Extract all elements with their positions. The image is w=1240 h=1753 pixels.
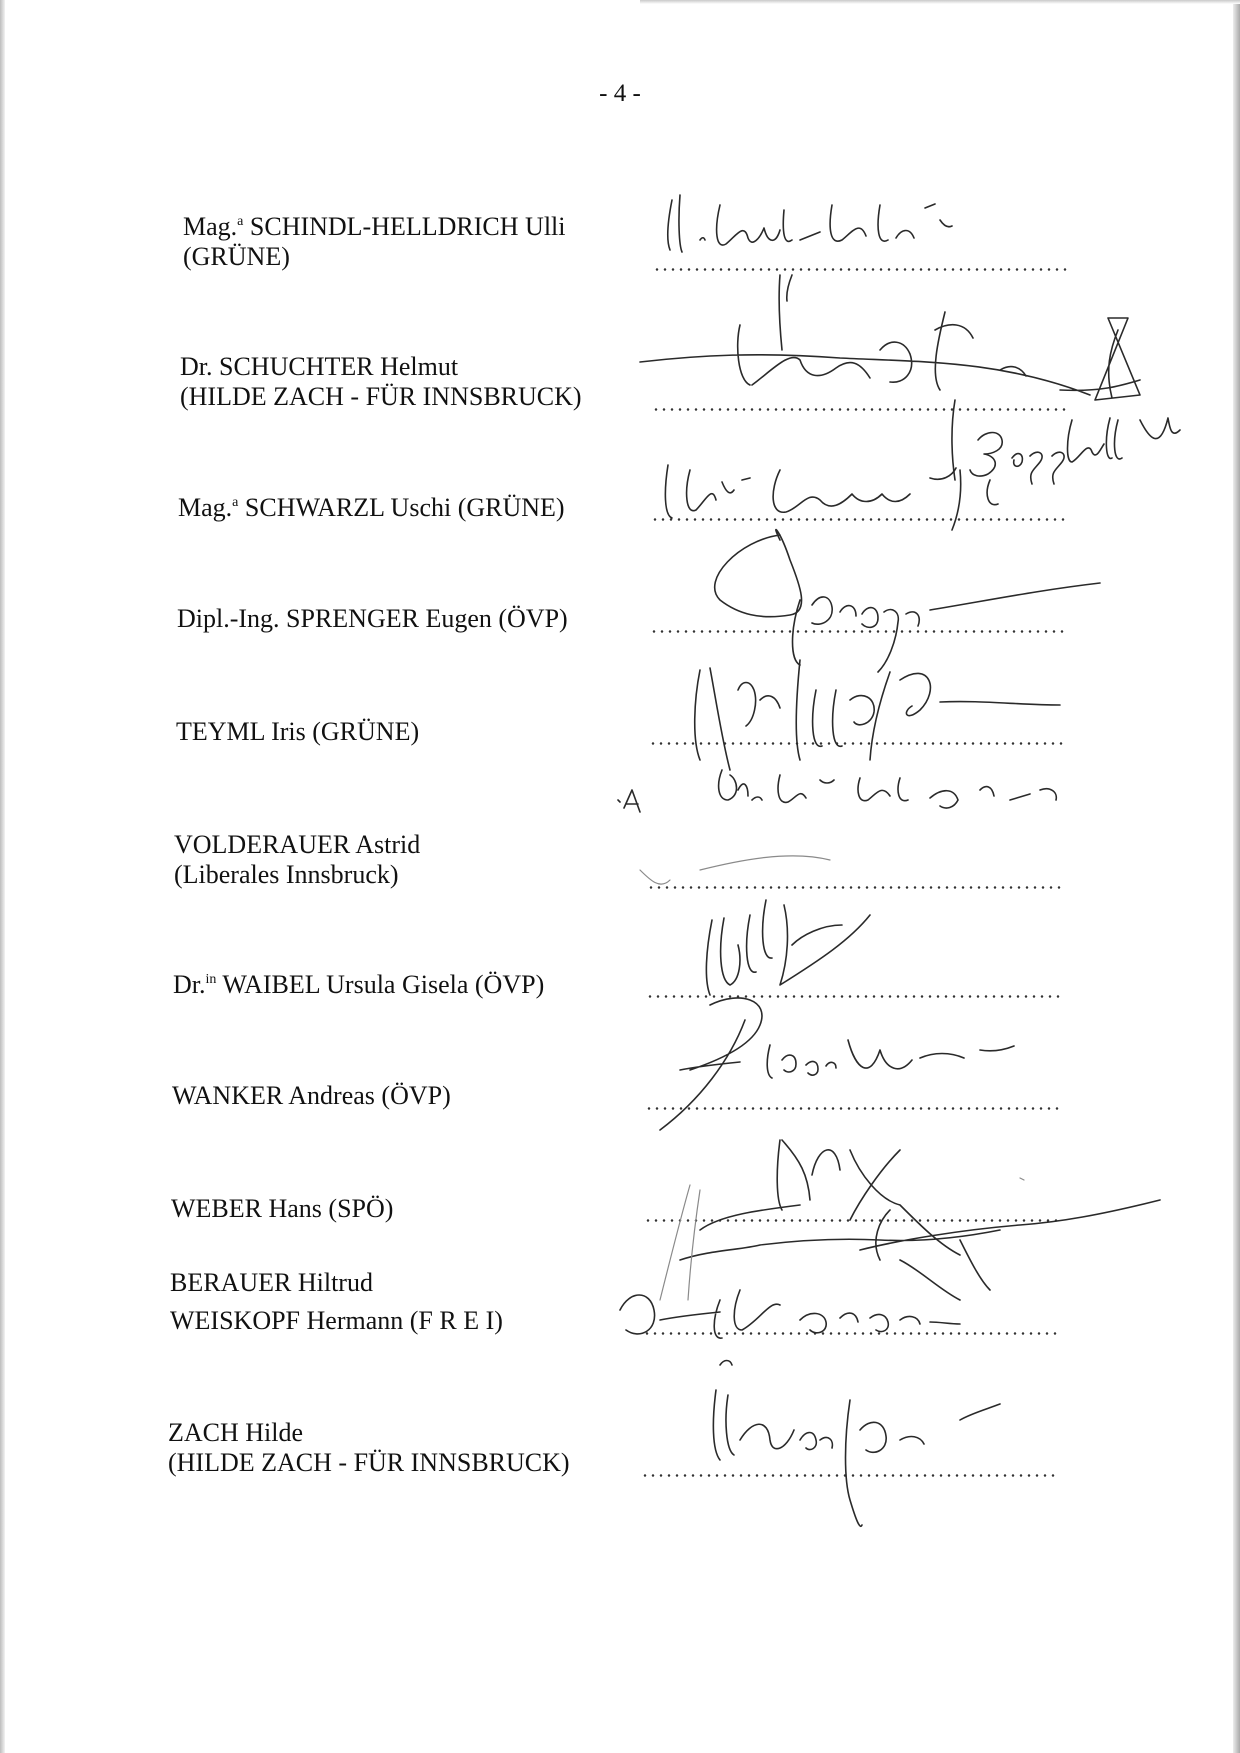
signature-line <box>646 995 1061 998</box>
scan-edge-left <box>0 0 5 1753</box>
signature-line <box>643 1332 1058 1335</box>
signature-line <box>653 268 1070 271</box>
signatory-teyml: TEYML Iris (GRÜNE) <box>176 717 420 746</box>
signatory-schuchter: Dr. SCHUCHTER Helmut (HILDE ZACH - FÜR INNSBRUCK) <box>180 352 582 411</box>
signature-line <box>652 408 1068 411</box>
signatory-zach: ZACH Hilde (HILDE ZACH - FÜR INNSBRUCK) <box>168 1418 570 1477</box>
scan-edge-top <box>640 0 1240 4</box>
signatory-schwarzl: Mag.$^a$ SCHWARZL Uschi (GRÜNE) <box>178 493 565 522</box>
signature-line <box>651 518 1066 521</box>
signatory-wanker: WANKER Andreas (ÖVP) <box>172 1081 451 1110</box>
signature-line <box>641 1474 1056 1477</box>
signatory-weber: WEBER Hans (SPÖ) <box>171 1194 394 1223</box>
signature-line <box>649 742 1064 745</box>
signatory-sprenger: Dipl.-Ing. SPRENGER Eugen (ÖVP) <box>177 604 568 633</box>
scan-edge-right <box>1233 0 1240 1753</box>
signature-line <box>647 886 1062 889</box>
signatory-berauer-weiskopf: BERAUER Hiltrud WEISKOPF Hermann (F R E I) <box>170 1268 503 1335</box>
signature-line <box>645 1107 1060 1110</box>
page-number: - 4 - <box>599 80 641 107</box>
signatory-waibel: Dr.$^{in}$ WAIBEL Ursula Gisela (ÖVP) <box>173 970 545 999</box>
signature-line <box>650 630 1065 633</box>
signature-line <box>644 1219 1059 1222</box>
signatory-schindl-helldrich: Mag.$^a$ SCHINDL-HELLDRICH Ulli (GRÜNE) <box>183 212 566 271</box>
signatory-volderauer: VOLDERAUER Astrid (Liberales Innsbruck) <box>174 830 421 889</box>
